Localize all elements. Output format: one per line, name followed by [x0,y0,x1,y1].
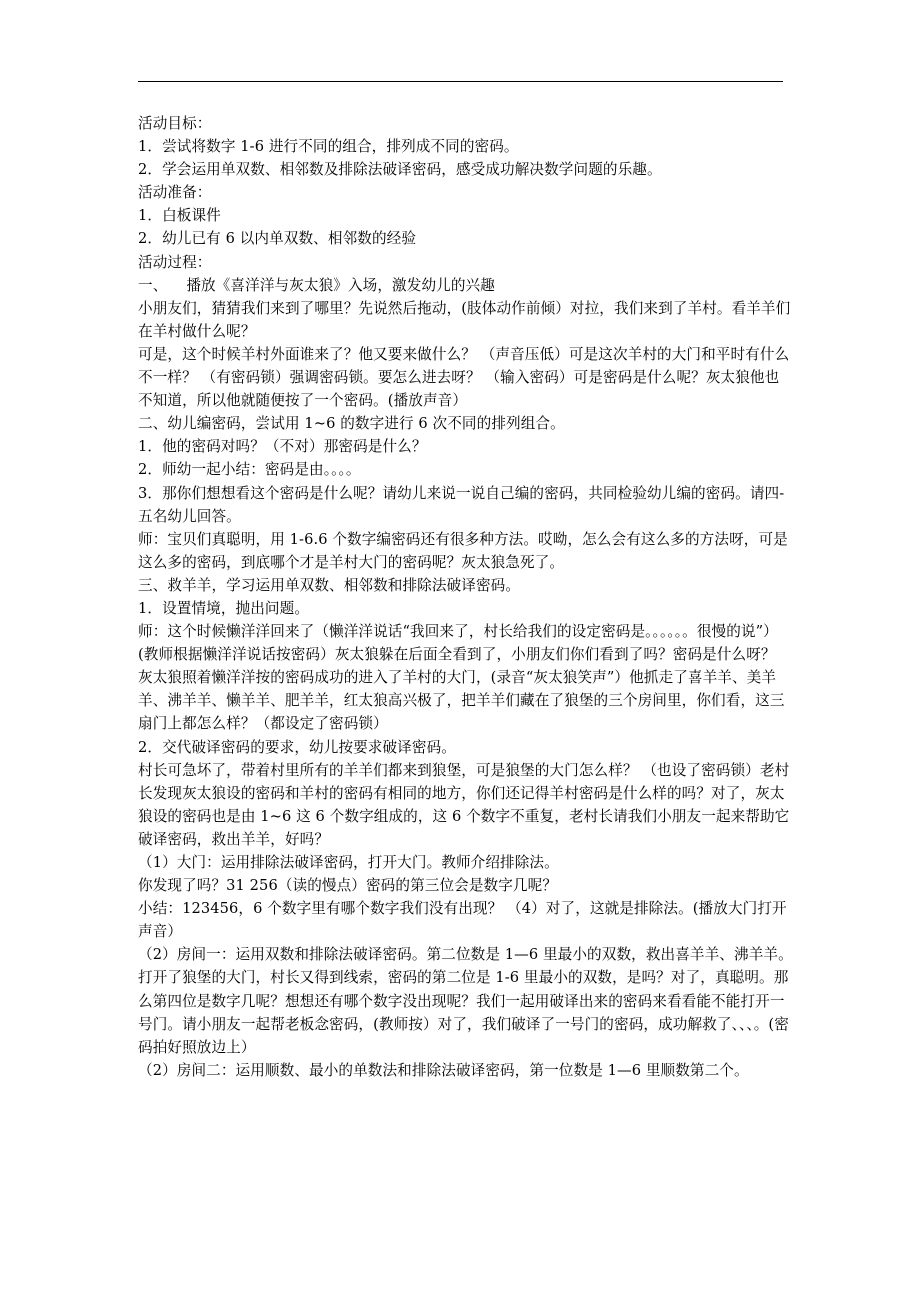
paragraph: 1．他的密码对吗？（不对）那密码是什么？ [138,438,427,456]
header-rule [138,81,783,82]
paragraph: 小结：123456，6 个数字里有哪个数字我们没有出现？ （4）对了，这就是排除法。(播放大门打开声音） [138,900,787,941]
paragraph: 小朋友们，猜猜我们来到了哪里？先说然后拖动，(肢体动作前倾）对拉，我们来到了羊村。看羊羊们在羊村做什么呢？ [138,299,791,340]
paragraph: 2．交代破译密码的要求，幼儿按要求破译密码。 [138,738,456,756]
paragraph: 3．那你们想想看这个密码是什么呢？请幼儿来说一说自己编的密码，共同检验幼儿编的密码。请四-五名幼儿回答。 [138,484,785,525]
paragraph: 2．幼儿已有 6 以内单双数、相邻数的经验 [138,230,417,248]
paragraph: 活动过程： [138,253,212,271]
paragraph: 1．设置情境，抛出问题。 [138,599,310,617]
paragraph: （2）房间一：运用双数和排除法破译密码。第二位数是 1—6 里最小的双数，救出喜羊羊、沸羊羊。 [138,946,793,964]
paragraph: 一、 播放《喜洋洋与灰太狼》入场，激发幼儿的兴趣 [138,276,495,294]
paragraph: 师：这个时候懒洋洋回来了（懒洋洋说话“我回来了，村长给我们的设定密码是。。。。。。很慢的说”）(教师根据懒洋洋说话按密码）灰太狼躲在后面全看到了，小朋友们你们看到了吗？密码是什么呀？ [138,623,778,664]
paragraph: 村长可急坏了，带着村里所有的羊羊们都来到狼堡，可是狼堡的大门怎么样？ （也设了密码锁）老村长发现灰太狼设的密码和羊村的密码有相同的地方，你们还记得羊村密码是什么样的吗？对了，灰太狼设的密码也是由 1~6 这 6 个数字组成的，这 6 个数字不重复，老村长请我们小朋友一起来帮助它破译密码，救出羊羊，好吗？ [138,761,790,848]
paragraph: 灰太狼照着懒洋洋按的密码成功的进入了羊村的大门，(录音“灰太狼笑声”）他抓走了喜羊羊、美羊羊、沸羊羊、懒羊羊、肥羊羊，红太狼高兴极了，把羊羊们藏在了狼堡的三个房间里，你们看，这三扇门上都怎么样？（都设定了密码锁） [138,669,785,733]
paragraph: 三、救羊羊，学习运用单双数、相邻数和排除法破译密码。 [138,576,521,594]
paragraph: 活动目标： [138,115,212,132]
paragraph: 可是，这个时候羊村外面谁来了？他又要来做什么？ （声音压低）可是这次羊村的大门和平时有什么不一样？ （有密码锁）强调密码锁。要怎么进去呀？ （输入密码）可是密码是什么呢？灰太狼他也不知道，所以他就随便按了一个密码。(播放声音） [138,345,790,410]
paragraph: 2．师幼一起小结：密码是由。。。。 [138,461,361,479]
paragraph: 打开了狼堡的大门，村长又得到线索，密码的第二位是 1-6 里最小的双数，是吗？对了，真聪明。那么第四位是数字几呢？想想还有哪个数字没出现呢？我们一起用破译出来的密码来看看能不能打开一号门。请小朋友一起帮老板念密码，(教师按）对了，我们破译了一号门的密码，成功解救了、、、。(密码拍好照放边上） [138,969,789,1056]
paragraph: 师：宝贝们真聪明，用 1-6.6 个数字编密码还有很多种方法。哎呦，怎么会有这么多的方法呀，可是这么多的密码，到底哪个才是羊村大门的密码呢？灰太狼急死了。 [138,530,788,571]
paragraph: 活动准备： [138,184,212,202]
paragraph: （2）房间二：运用顺数、最小的单数法和排除法破译密码，第一位数是 1—6 里顺数第二个。 [138,1061,749,1079]
paragraph: （1）大门：运用排除法破译密码，打开大门。教师介绍排除法。 [138,854,559,871]
paragraph: 2．学会运用单双数、相邻数及排除法破译密码，感受成功解决数学问题的乐趣。 [138,161,662,179]
paragraph: 1．尝试将数字 1-6 进行不同的组合，排列成不同的密码。 [138,138,519,156]
document-body [138,112,793,1082]
paragraph: 二、幼儿编密码，尝试用 1~6 的数字进行 6 次不同的排列组合。 [138,415,565,433]
paragraph: 1．白板课件 [138,207,221,225]
paragraph: 你发现了吗？31 256（读的慢点）密码的第三位会是数字几呢？ [138,877,558,895]
